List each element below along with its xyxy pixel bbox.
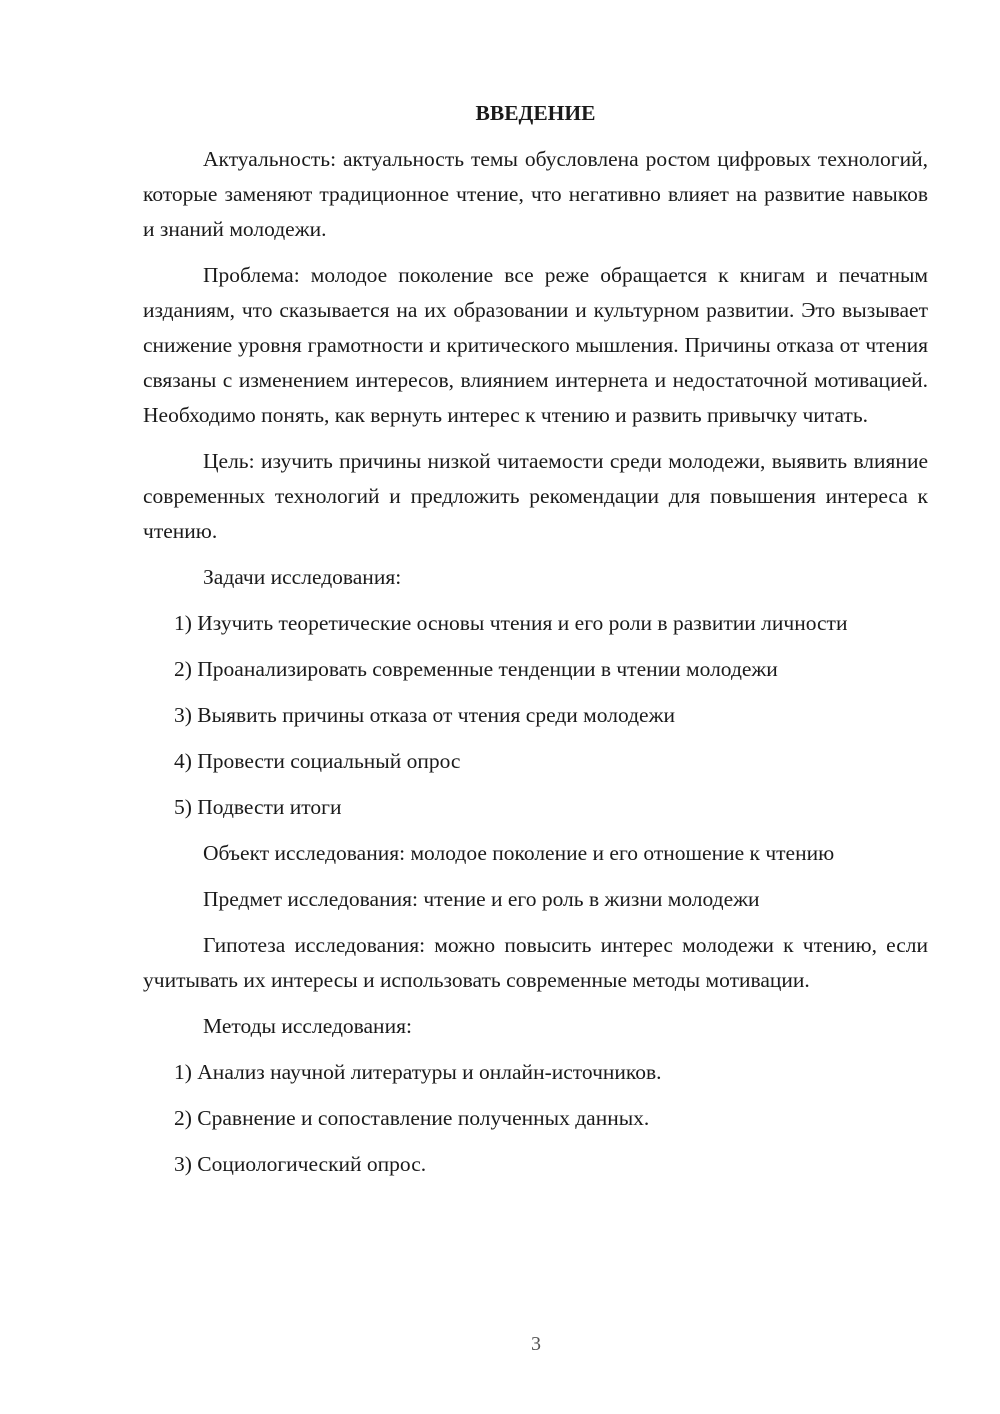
task-item: 3) Выявить причины отказа от чтения среди молодежи <box>174 703 675 727</box>
methods-heading: Методы исследования: <box>203 1014 412 1038</box>
hypothesis-paragraph: Гипотеза исследования: можно повысить интерес молодежи к чтению, если учитывать их интересы и использовать современные методы мотивации. <box>143 933 928 992</box>
subject-paragraph: Предмет исследования: чтение и его роль в жизни молодежи <box>203 887 760 911</box>
goal-paragraph: Цель: изучить причины низкой читаемости среди молодежи, выявить влияние современных технологий и предложить рекомендации для повышения интереса к чтению. <box>143 449 928 543</box>
method-item: 2) Сравнение и сопоставление полученных данных. <box>174 1106 650 1130</box>
page-content <box>143 96 928 1193</box>
method-item: 3) Социологический опрос. <box>174 1152 427 1176</box>
task-item: 5) Подвести итоги <box>174 795 342 819</box>
task-item: 1) Изучить теоретические основы чтения и его роли в развитии личности <box>174 611 848 635</box>
problem-paragraph: Проблема: молодое поколение все реже обращается к книгам и печатным изданиям, что сказывается на их образовании и культурном развитии. Это вызывает снижение уровня грамотности и критического мышления. Причины отказа от чтения связаны с изменением интересов, влиянием интернета и недостаточной мотивацией. Необходимо понять, как вернуть интерес к чтению и развить привычку читать. <box>143 263 928 427</box>
page-title: ВВЕДЕНИЕ <box>475 101 596 125</box>
tasks-heading: Задачи исследования: <box>203 565 402 589</box>
page-number: 3 <box>531 1333 541 1355</box>
object-paragraph: Объект исследования: молодое поколение и его отношение к чтению <box>203 841 835 865</box>
task-item: 2) Проанализировать современные тенденции в чтении молодежи <box>174 657 778 681</box>
relevance-paragraph: Актуальность: актуальность темы обусловлена ростом цифровых технологий, которые заменяют традиционное чтение, что негативно влияет на развитие навыков и знаний молодежи. <box>143 147 928 241</box>
method-item: 1) Анализ научной литературы и онлайн-источников. <box>174 1060 662 1084</box>
task-item: 4) Провести социальный опрос <box>174 749 461 773</box>
